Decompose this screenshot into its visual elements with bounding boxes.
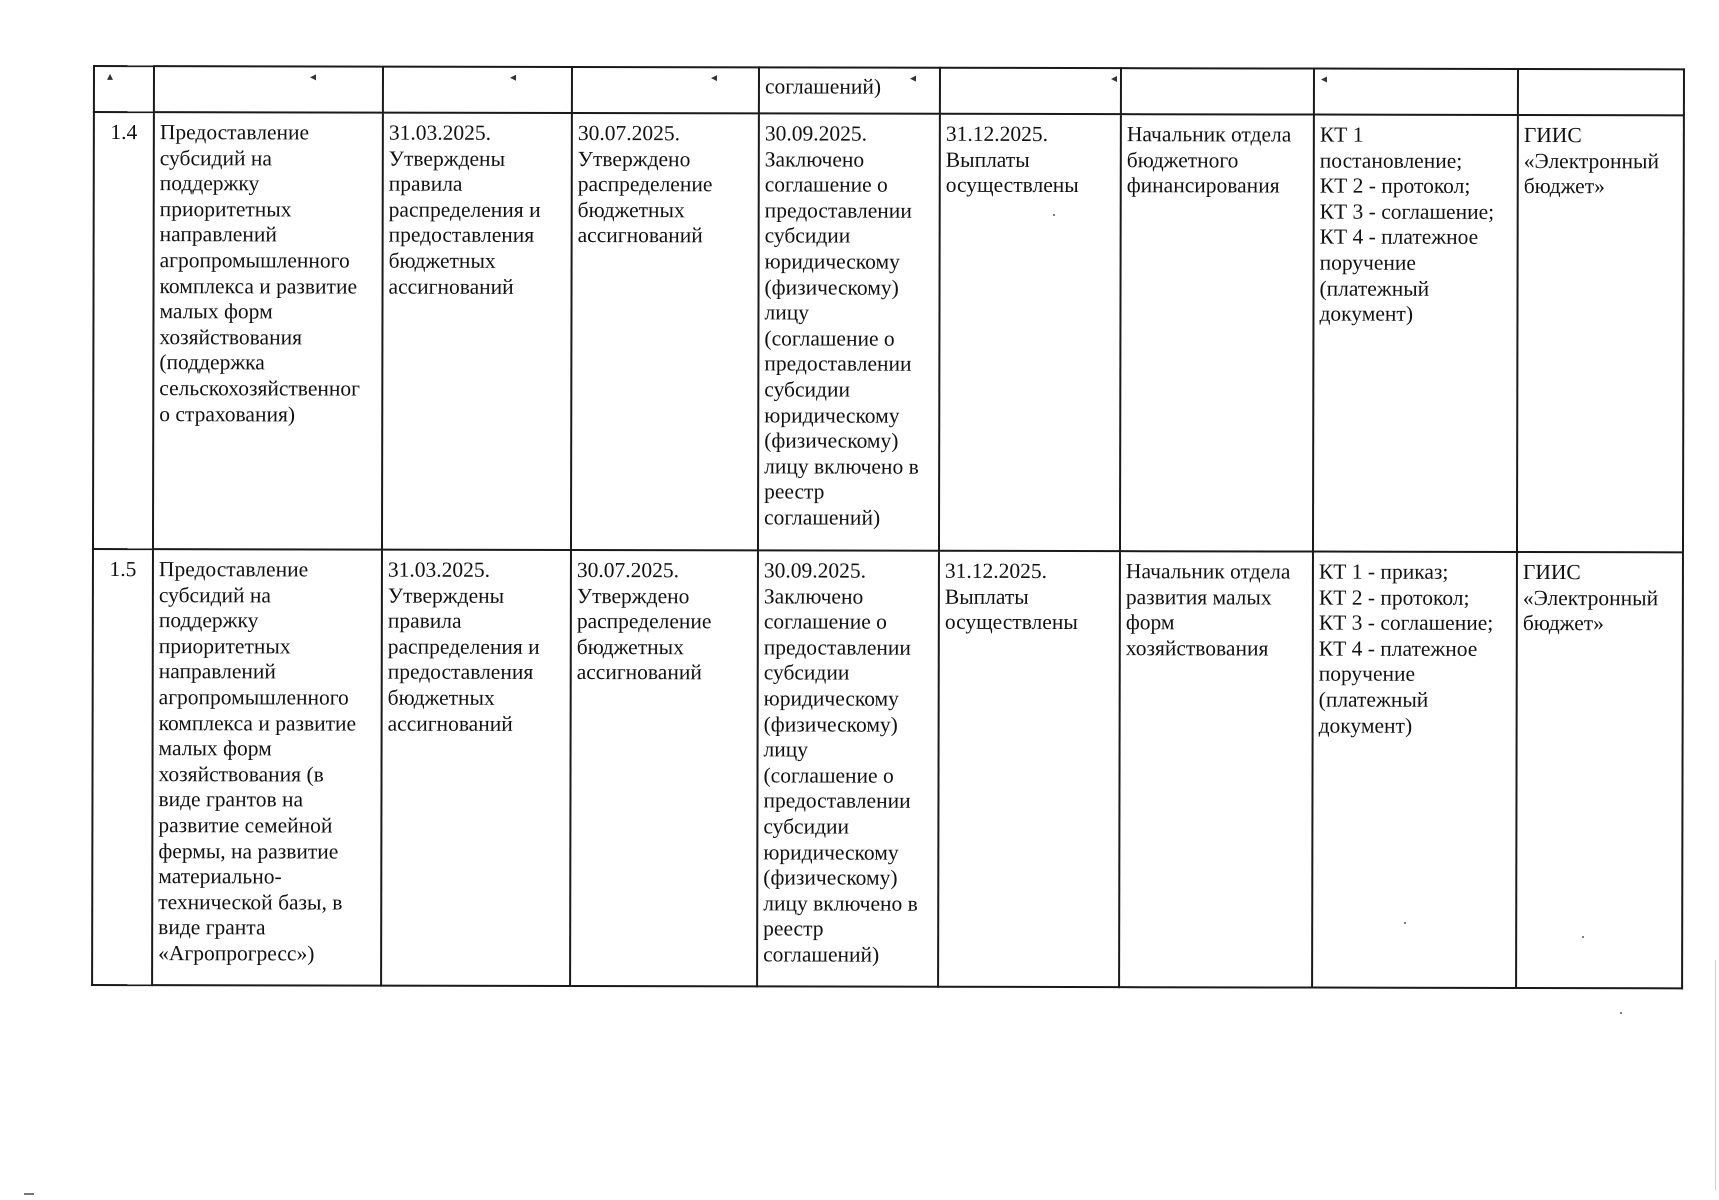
scan-speck [1404,922,1406,924]
continued-row [94,66,1684,115]
activity-name: Предоставление субсидий на поддержку приоритетных направлений агропромышленного комплекса и развитие малых форм хозяйствования (поддержка сельскохозяйственног о страхования) [153,112,383,549]
activity-name: Предоставление субсидий на поддержку приоритетных направлений агропромышленного комплекса и развитие малых форм хозяйствования (в виде грантов на развитие семейной фермы, на развитие материально- технической базы, в виде гранта «Агропрогресс») [152,549,382,985]
row-number: 1.5 [92,549,153,985]
information-system: ГИИС «Электронный бюджет» [1516,552,1683,988]
continued-cell-checkpoint-4 [940,68,1121,114]
continued-cell-number [94,66,154,112]
continued-cell-checkpoint-3: соглашений) ◂ [759,67,940,113]
column-mark: ◂ [1110,71,1118,86]
row-number: 1.4 [93,112,154,549]
table-row [93,112,1684,552]
checkpoint-2: 30.07.2025. Утверждено распределение бюджетных ассигнований [571,113,759,550]
continued-cell-name [154,66,383,112]
checkpoint-3: 30.09.2025. Заключено соглашение о предоставлении субсидии юридическому (физическому) лицу (соглашение о предоставлении субсидии юридическому (физическому) лицу включено в реестр соглашений) [758,113,940,550]
column-mark: ◂ [509,69,517,84]
column-mark: ◂ [1320,71,1328,86]
column-mark: ◂ [309,69,317,84]
scan-speck [1620,1012,1622,1014]
information-system: ГИИС «Электронный бюджет» [1517,115,1684,552]
scan-speck [1582,936,1584,938]
responsible-person: Начальник отдела бюджетного финансирования [1120,114,1314,551]
column-mark: ▴ [106,69,114,84]
scan-corner-mark [24,1193,34,1195]
column-mark: ◂ [909,70,917,85]
confirming-documents: КТ 1 - приказ; КТ 2 - протокол; КТ 3 - соглашение; КТ 4 - платежное поручение (платежный документ) [1312,552,1517,988]
scan-speck [1053,214,1055,216]
responsible-person: Начальник отдела развития малых форм хозяйствования [1119,551,1313,987]
checkpoint-1: 31.03.2025. Утверждены правила распределения и предоставления бюджетных ассигнований [381,550,571,986]
checkpoint-1: 31.03.2025. Утверждены правила распределения и предоставления бюджетных ассигнований [382,113,572,550]
checkpoint-3: 30.09.2025. Заключено соглашение о предоставлении субсидии юридическому (физическому) лицу (соглашение о предоставлении субсидии юридическому (физическому) лицу включено в реестр соглашений) [757,550,939,986]
checkpoint-4: 31.12.2025. Выплаты осуществлены [938,551,1120,987]
continued-cell-responsible [1121,68,1314,114]
table-row [92,549,1683,988]
confirming-documents: КТ 1 постановление; КТ 2 - протокол; КТ 3 - соглашение; КТ 4 - платежное поручение (платежный документ) [1313,115,1518,552]
continued-cell-system [1518,69,1684,115]
column-mark: ◂ [710,70,718,85]
scan-edge-line [1715,960,1716,1190]
activity-plan-table [91,65,1685,989]
checkpoint-2: 30.07.2025. Утверждено распределение бюджетных ассигнований [570,550,758,986]
continued-cell-documents [1314,69,1518,115]
checkpoint-4: 31.12.2025. Выплаты осуществлены [939,114,1121,551]
continued-cell-checkpoint-2 [572,67,759,113]
continued-cell-checkpoint-1 [383,67,572,113]
